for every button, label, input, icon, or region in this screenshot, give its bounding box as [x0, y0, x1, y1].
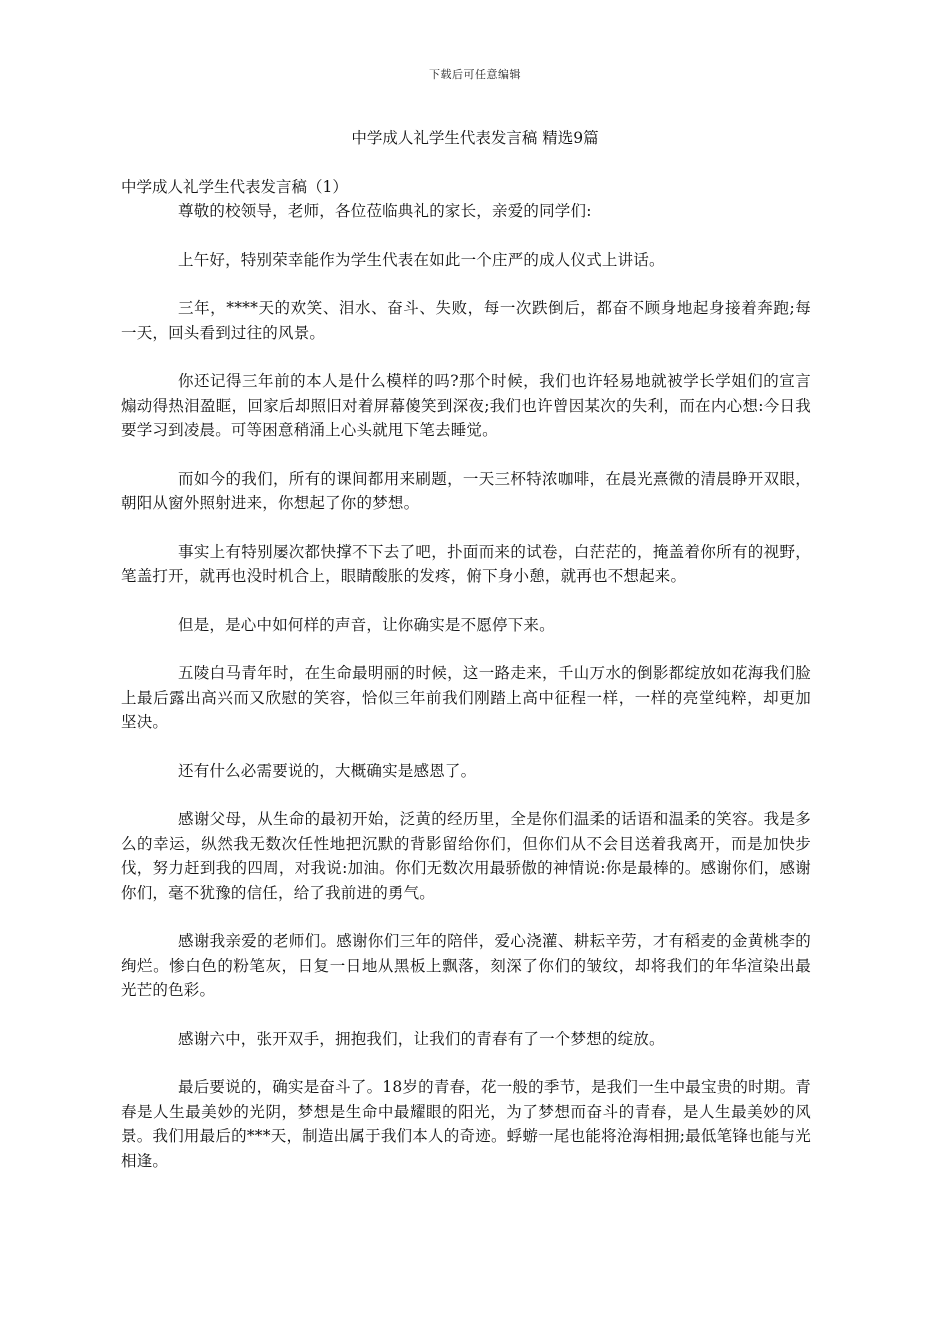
paragraph: 五陵白马青年时，在生命最明丽的时候，这一路走来，千山万水的倒影都绽放如花海我们脸上最后露出高兴而又欣慰的笑容，恰似三年前我们刚踏上高中征程一样，一样的亮堂纯粹，却更加坚决。: [121, 664, 811, 731]
paragraph: 感谢我亲爱的老师们。感谢你们三年的陪伴，爱心浇灌、耕耘辛劳，才有稻麦的金黄桃李的绚烂。惨白色的粉笔灰，日复一日地从黑板上飘落，刻深了你们的皱纹，却将我们的年华渲染出最光芒的色彩。: [121, 932, 811, 999]
paragraph: 三年，****天的欢笑、泪水、奋斗、失败，每一次跌倒后，都奋不顾身地起身接着奔跑;每一天，回头看到过往的风景。: [121, 299, 811, 342]
header-note: 下载后可任意编辑: [429, 68, 521, 81]
paragraph: 而如今的我们，所有的课间都用来刷题，一天三杯特浓咖啡，在晨光熹微的清晨睁开双眼，朝阳从窗外照射进来，你想起了你的梦想。: [121, 469, 811, 512]
paragraph: 上午好，特别荣幸能作为学生代表在如此一个庄严的成人仪式上讲话。: [178, 250, 665, 269]
paragraph: 感谢父母，从生命的最初开始，泛黄的经历里，全是你们温柔的话语和温柔的笑容。我是多么的幸运，纵然我无数次任性地把沉默的背影留给你们，但你们从不会目送着我离开，而是加快步伐，努力赶到我的四周，对我说:加油。你们无数次用最骄傲的神情说:你是最棒的。感谢你们，感谢你们，毫不犹豫的信任，给了我前进的勇气。: [121, 810, 811, 902]
paragraph: 你还记得三年前的本人是什么模样的吗?那个时候，我们也许轻易地就被学长学姐们的宣言煽动得热泪盈眶，回家后却照旧对着屏幕傻笑到深夜;我们也许曾因某次的失利，而在内心想:今日我要学习到凌晨。可等困意稍涌上心头就甩下笔去睡觉。: [121, 372, 811, 439]
paragraph: 最后要说的，确实是奋斗了。18岁的青春，花一般的季节，是我们一生中最宝贵的时期。青春是人生最美妙的光阴，梦想是生命中最耀眼的阳光，为了梦想而奋斗的青春，是人生最美妙的风景。我们用最后的***天，制造出属于我们本人的奇迹。蜉蝣一尾也能将沧海相拥;最低笔锋也能与光相逢。: [121, 1078, 811, 1170]
paragraph: 还有什么必需要说的，大概确实是感恩了。: [178, 761, 477, 780]
paragraph: 感谢六中，张开双手，拥抱我们，让我们的青春有了一个梦想的绽放。: [178, 1029, 665, 1048]
document-title: 中学成人礼学生代表发言稿 精选9篇: [351, 129, 599, 147]
document-body: [121, 176, 811, 1197]
paragraph: 但是，是心中如何样的声音，让你确实是不愿停下来。: [178, 615, 555, 634]
paragraph: 事实上有特别屡次都快撑不下去了吧，扑面而来的试卷，白茫茫的，掩盖着你所有的视野，笔盖打开，就再也没时机合上，眼睛酸胀的发疼，俯下身小憩，就再也不想起来。: [121, 542, 811, 585]
paragraph: 尊敬的校领导，老师，各位莅临典礼的家长，亲爱的同学们:: [178, 202, 592, 220]
section-heading: 中学成人礼学生代表发言稿（1）: [121, 178, 348, 196]
